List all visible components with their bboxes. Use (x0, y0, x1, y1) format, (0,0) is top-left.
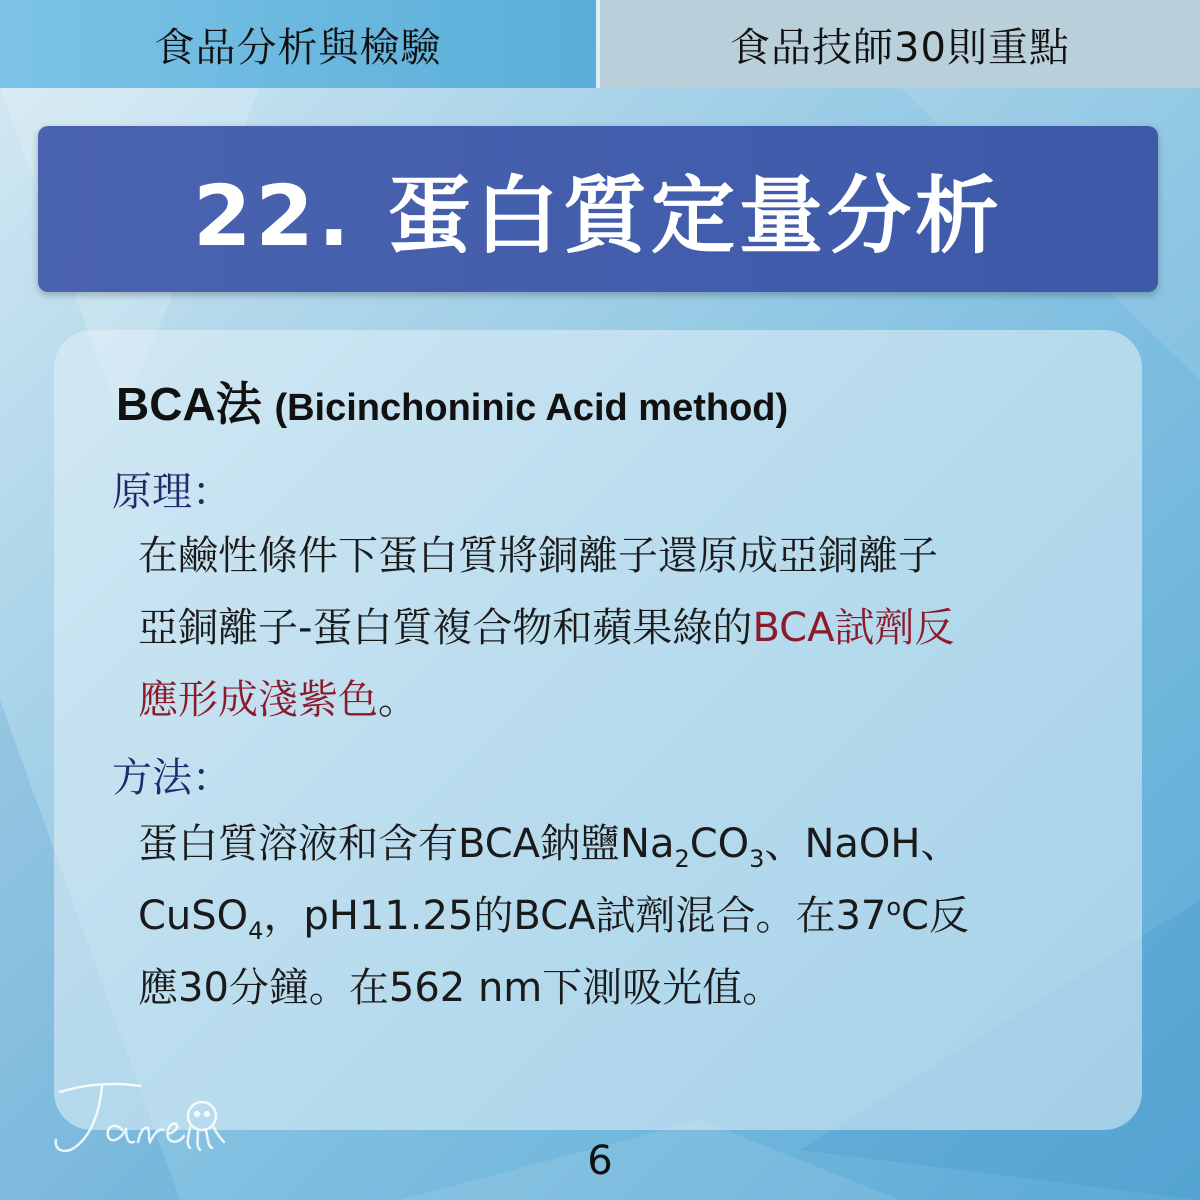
title-banner (38, 126, 1158, 292)
section-heading (116, 368, 788, 434)
header-tabs (0, 0, 1200, 88)
method-l1-a: 蛋白質溶液和含有BCA鈉鹽Na (138, 821, 675, 867)
page-number: 6 (587, 1138, 613, 1184)
method-line-3: 應30分鐘。在562 nm下測吸光值。 (138, 965, 783, 1011)
method-l2-b: ，pH11.25的BCA試劑混合。在37 (263, 893, 887, 939)
method-line-1 (138, 808, 1138, 880)
method-l1-c: 、NaOH、 (764, 821, 961, 867)
principle-line-1: 在鹼性條件下蛋白質將銅離子還原成亞銅離子 (138, 533, 938, 579)
section-heading-sub: (Bicinchoninic Acid method) (274, 387, 789, 429)
method-l1-sub1: 2 (674, 845, 690, 873)
method-l2-sup: o (886, 893, 902, 921)
principle-line-2 (138, 592, 1138, 664)
principle-line-2-text: 亞銅離子-蛋白質複合物和蘋果綠的 (138, 605, 753, 651)
principle-line-3 (138, 664, 1138, 736)
principle-line-2-accent: BCA試劑反 (752, 605, 955, 651)
principle-text (138, 520, 1138, 736)
tab-divider (596, 0, 600, 88)
page-title: 22. 蛋白質定量分析 (192, 166, 1004, 265)
section-heading-main: BCA法 (116, 378, 262, 430)
principle-line-3-accent: 應形成淺紫色 (138, 677, 378, 723)
method-line-2 (138, 880, 1138, 952)
method-label: 方法： (112, 755, 232, 801)
method-l2-c: C反 (901, 893, 969, 939)
tab-food-analysis: 食品分析與檢驗 (0, 0, 596, 88)
method-l1-b: CO (689, 821, 750, 867)
principle-line-3-end: 。 (378, 677, 418, 723)
method-l2-sub: 4 (248, 917, 264, 945)
principle-label: 原理： (112, 469, 232, 515)
method-l2-a: CuSO (138, 893, 249, 939)
method-text (138, 808, 1138, 1024)
method-l1-sub2: 3 (749, 845, 765, 873)
tab-key-points: 食品技師30則重點 (600, 0, 1200, 88)
